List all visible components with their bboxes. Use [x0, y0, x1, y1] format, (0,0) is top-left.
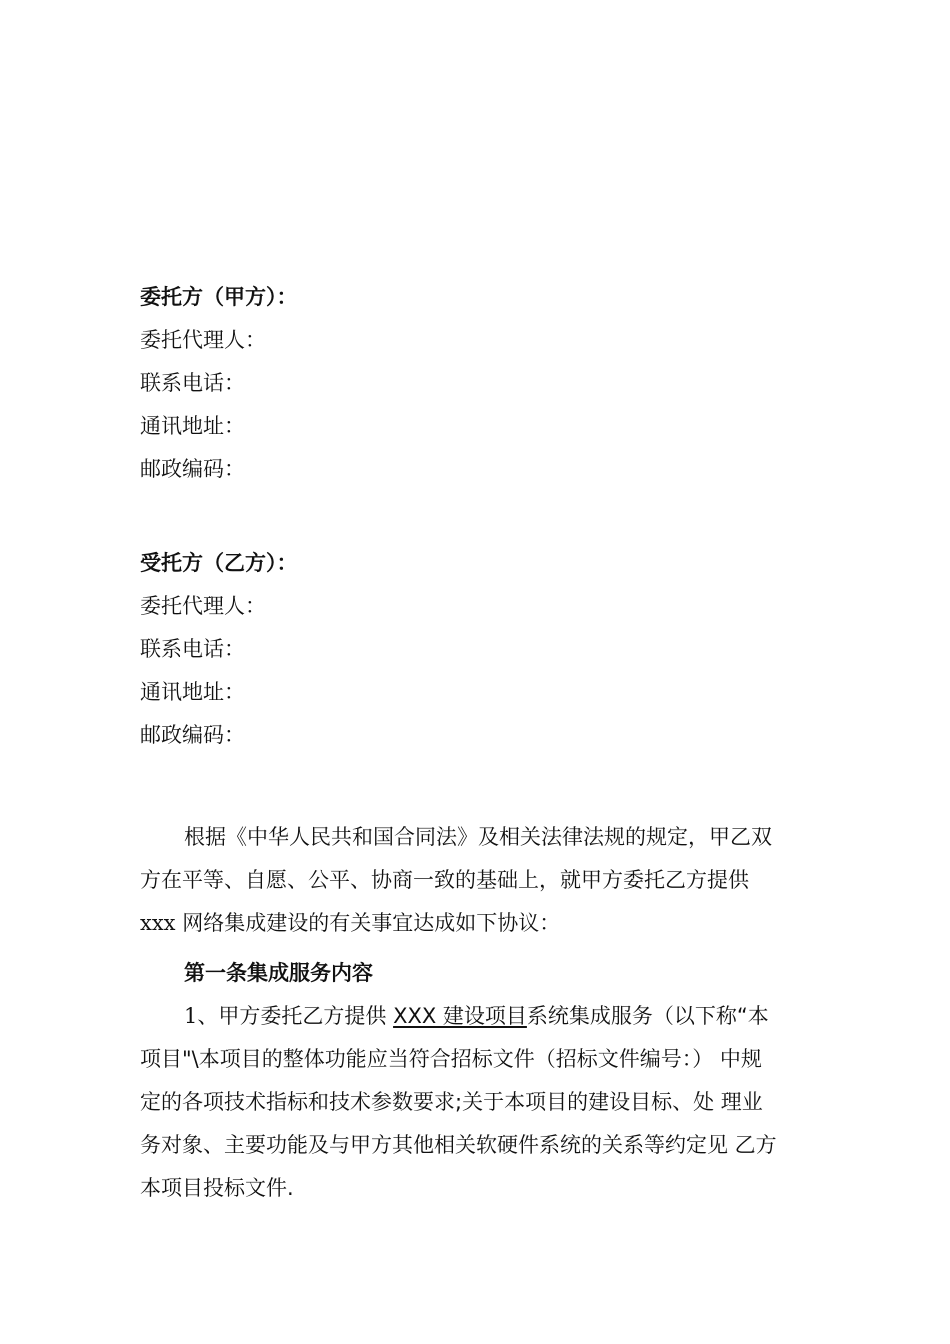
project-placeholder: xxx [140, 911, 176, 935]
party-a-phone-field: 联系电话： [140, 371, 245, 395]
clause-lead-text: 、甲方委托乙方提供 [197, 1004, 394, 1028]
preamble-paragraph [140, 816, 820, 945]
preamble-line: 根据《中华人民共和国合同法》及相关法律法规的规定，甲乙双 [184, 825, 772, 849]
party-a-address-field: 通讯地址： [140, 414, 245, 438]
party-b-agent-field: 委托代理人： [140, 594, 266, 618]
section-spacer [140, 497, 820, 548]
party-b-section [140, 548, 820, 750]
clause-line: 项目"\本项目的整体功能应当符合招标文件（招标文件编号：） 中规 [140, 1047, 762, 1071]
clause-line [140, 995, 820, 1038]
clause-line: 本项目投标文件. [140, 1176, 294, 1200]
preamble-line [140, 902, 820, 945]
section-spacer [140, 763, 820, 814]
article-1-clause-1 [140, 995, 820, 1210]
party-b-address-field: 通讯地址： [140, 680, 245, 704]
party-b-heading: 受托方（乙方）： [140, 551, 298, 575]
contract-body [140, 282, 820, 1210]
clause-number: 1 [184, 1004, 198, 1028]
article-1-title: 第一条集成服务内容 [184, 961, 373, 985]
party-b-phone-field: 联系电话： [140, 637, 245, 661]
preamble-line-text: 网络集成建设的有关事宜达成如下协议： [175, 911, 561, 935]
party-a-agent-field: 委托代理人： [140, 328, 266, 352]
clause-line: 务对象、主要功能及与甲方其他相关软硬件系统的关系等约定见 乙方 [140, 1133, 777, 1157]
project-name-underlined: XXX 建设项目 [393, 1004, 527, 1028]
preamble-line: 方在平等、自愿、公平、协商一致的基础上，就甲方委托乙方提供 [140, 868, 749, 892]
party-a-section [140, 282, 820, 484]
party-a-heading: 委托方（甲方）： [140, 285, 298, 309]
party-a-postcode-field: 邮政编码： [140, 457, 245, 481]
party-b-postcode-field: 邮政编码： [140, 723, 245, 747]
clause-text: 系统集成服务（以下称“本 [526, 1004, 769, 1028]
clause-line: 定的各项技术指标和技术参数要求;关于本项目的建设目标、处 理业 [140, 1090, 763, 1114]
